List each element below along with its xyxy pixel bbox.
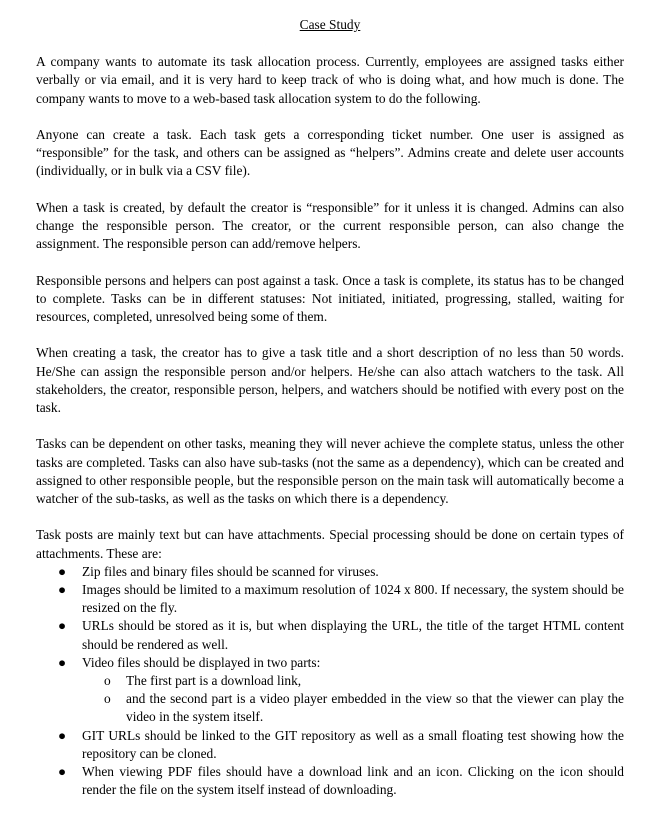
sub-list-item [82,672,624,690]
list-item-text: Images should be limited to a maximum resolution of 1024 x 800. If necessary, the system should be resized on the fly. [82,582,624,616]
bullet-icon: ● [58,654,67,670]
bullet-icon: ● [58,764,67,780]
list-item-text: URLs should be stored as it is, but when displaying the URL, the title of the target HTML content should be rendered as well. [82,618,624,652]
bullet-icon: ● [58,582,67,597]
sub-list-item [82,690,624,726]
paragraph-responsible: When a task is created, by default the creator is “responsible” for it unless it is changed. Admins can also change the responsible person. The creator, or the current responsible person, can also change the assignment. The responsible person can add/remove helpers. [36,199,624,252]
circle-bullet-icon: o [104,673,111,689]
bullet-icon: ● [58,618,67,634]
list-item [36,581,624,617]
list-item-text: GIT URLs should be linked to the GIT repository as well as a small floating test showing how the repository can be cloned. [82,727,624,761]
paragraph-statuses: Responsible persons and helpers can post against a task. Once a task is complete, its status has to be changed to complete. Tasks can be in different statuses: Not initiated, initiated, progressing, stalled, waiting for resources, completed, unresolved being some of them. [36,272,624,324]
list-item [36,654,624,727]
list-item-text: When viewing PDF files should have a download link and an icon. Clicking on the icon should render the file on the system itself instead of downloading. [82,764,624,798]
paragraph-task-creation: Anyone can create a task. Each task gets a corresponding ticket number. One user is assigned as “responsible” for the task, and others can be assigned as “helpers”. Admins create and delete user accounts (individually, or in bulk via a CSV file). [36,127,624,179]
bullet-icon: ● [58,727,67,743]
list-item-text: Zip files and binary files should be scanned for viruses. [82,563,379,579]
list-item [36,563,624,581]
list-item [36,727,624,763]
document-title: Case Study [299,17,361,32]
attachment-rules-list [36,563,624,800]
video-subitems-list [82,672,624,727]
sub-list-item-text: and the second part is a video player embedded in the view so that the viewer can play the video in the system itself. [126,691,624,725]
paragraph-attachments: Task posts are mainly text but can have attachments. Special processing should be done on certain types of attachments. These are: [36,527,624,561]
paragraph-creating-task: When creating a task, the creator has to give a task title and a short description of no less than 50 words. He/She can assign the responsible person and/or helpers. He/she can also attach watchers to the task. All stakeholders, the creator, responsible person, helpers, and watchers should be notified with every post on the task. [36,345,624,415]
list-item [36,617,624,653]
sub-list-item-text: The first part is a download link, [126,673,302,689]
list-item [36,763,624,799]
bullet-icon: ● [58,563,67,579]
list-item-text: Video files should be displayed in two parts: [82,654,321,670]
paragraph-intro: A company wants to automate its task allocation process. Currently, employees are assigned tasks either verbally or via email, and it is very hard to keep track of who is doing what, and how much is done. The company wants to move to a web-based task allocation system to do the following. [36,54,624,106]
circle-bullet-icon: o [104,691,111,707]
paragraph-dependencies: Tasks can be dependent on other tasks, meaning they will never achieve the complete status, unless the other tasks are completed. Tasks can also have sub-tasks (not the same as a dependency), which can be created and assigned to other responsible people, but the responsible person on the main task will automatically become a watcher of the sub-tasks, as well as the tasks on which there is a dependency. [36,436,624,506]
